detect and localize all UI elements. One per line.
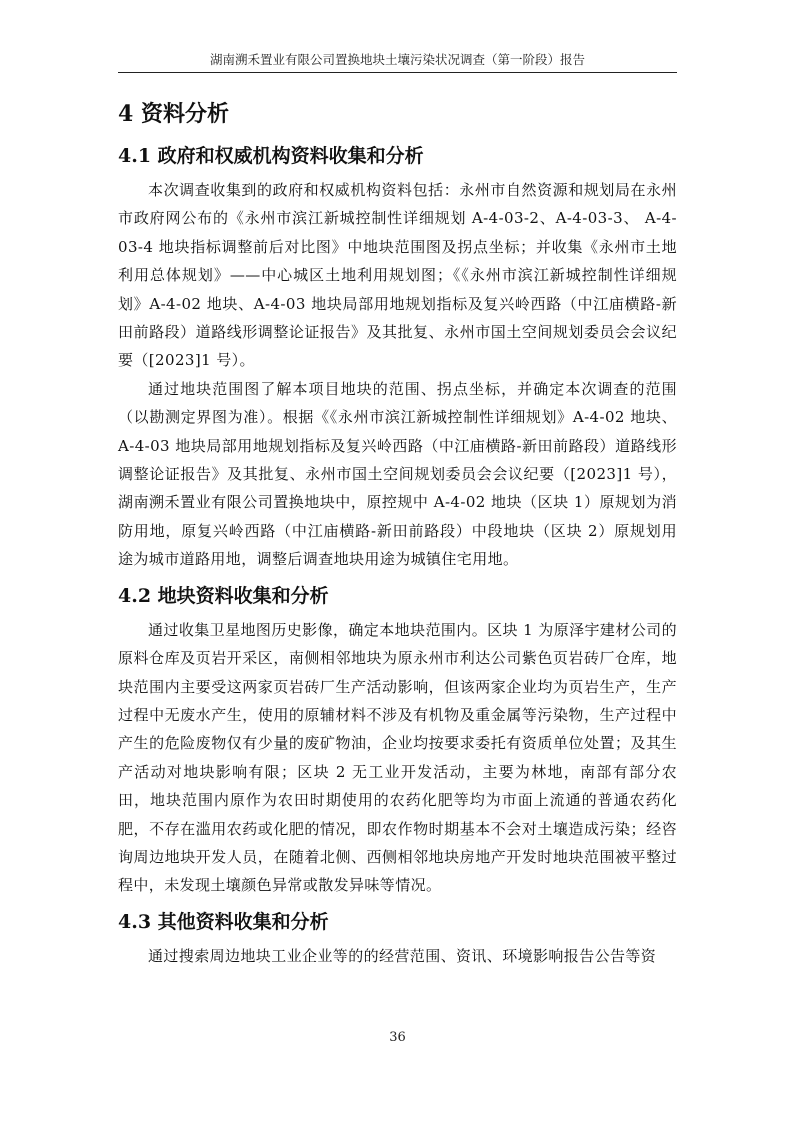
section-heading-4-3: 4.3 其他资料收集和分析 [118,910,329,933]
header-divider [118,72,677,73]
section-heading-4-1: 4.1 政府和权威机构资料收集和分析 [118,145,424,167]
section-heading-4-2: 4.2 地块资料收集和分析 [118,584,329,607]
running-header: 湖南溯禾置业有限公司置换地块土壤污染状况调查（第一阶段）报告 [209,52,585,67]
chapter-heading: 4 资料分析 [118,101,229,127]
page-body [118,88,677,970]
paragraph: 通过地块范围图了解本项目地块的范围、拐点坐标，并确定本次调查的范围（以勘测定界图为准）。根据《《永州市滨江新城控制性详细规划》A-4-02 地块、A-4-03 地块局部用地规划指标及复兴岭西路（中江庙横路-新田前路段）道路线形调整论证报告》及其批复、永州市国土空间规划委员会会议纪要（[2023]1 号），湖南溯禾置业有限公司置换地块中，原控规中 A-4-02 地块（区块 1）原规划为消防用地，原复兴岭西路（中江庙横路-新田前路段）中段地块（区块 2）原规划用途为城市道路用地，调整后调查地块用途为城镇住宅用地。 [118,379,677,569]
page-number: 36 [389,1030,406,1045]
paragraph: 通过收集卫星地图历史影像，确定本地块范围内。区块 1 为原泽宇建材公司的原料仓库及页岩开采区，南侧相邻地块为原永州市利达公司紫色页岩砖厂仓库，地块范围内主要受这两家页岩砖厂生产活动影响，但该两家企业均为页岩生产，生产过程中无废水产生，使用的原辅材料不涉及有机物及重金属等污染物，生产过程中产生的危险废物仅有少量的废矿物油，企业均按要求委托有资质单位处置；及其生产活动对地块影响有限；区块 2 无工业开发活动，主要为林地，南部有部分农田，地块范围内原作为农田时期使用的农药化肥等均为市面上流通的普通农药化肥，不存在滥用农药或化肥的情况，即农作物时期基本不会对土壤造成污染；经咨询周边地块开发人员，在随着北侧、西侧相邻地块房地产开发时地块范围被平整过程中，未发现土壤颜色异常或散发异味等情况。 [118,620,677,895]
paragraph: 通过搜索周边地块工业企业等的的经营范围、资讯、环境影响报告公告等资 [148,946,657,965]
paragraph: 本次调查收集到的政府和权威机构资料包括：永州市自然资源和规划局在永州市政府网公布的《永州市滨江新城控制性详细规划 A-4-03-2、A-4-03-3、 A-4-03-4 地块指标调整前后对比图》中地块范围图及拐点坐标；并收集《永州市土地利用总体规划》——中心城区土地利用规划图；《《永州市滨江新城控制性详细规划》A-4-02 地块、A-4-03 地块局部用地规划指标及复兴岭西路（中江庙横路-新田前路段）道路线形调整论证报告》及其批复、永州市国土空间规划委员会会议纪要（[2023]1 号）。 [118,181,677,370]
